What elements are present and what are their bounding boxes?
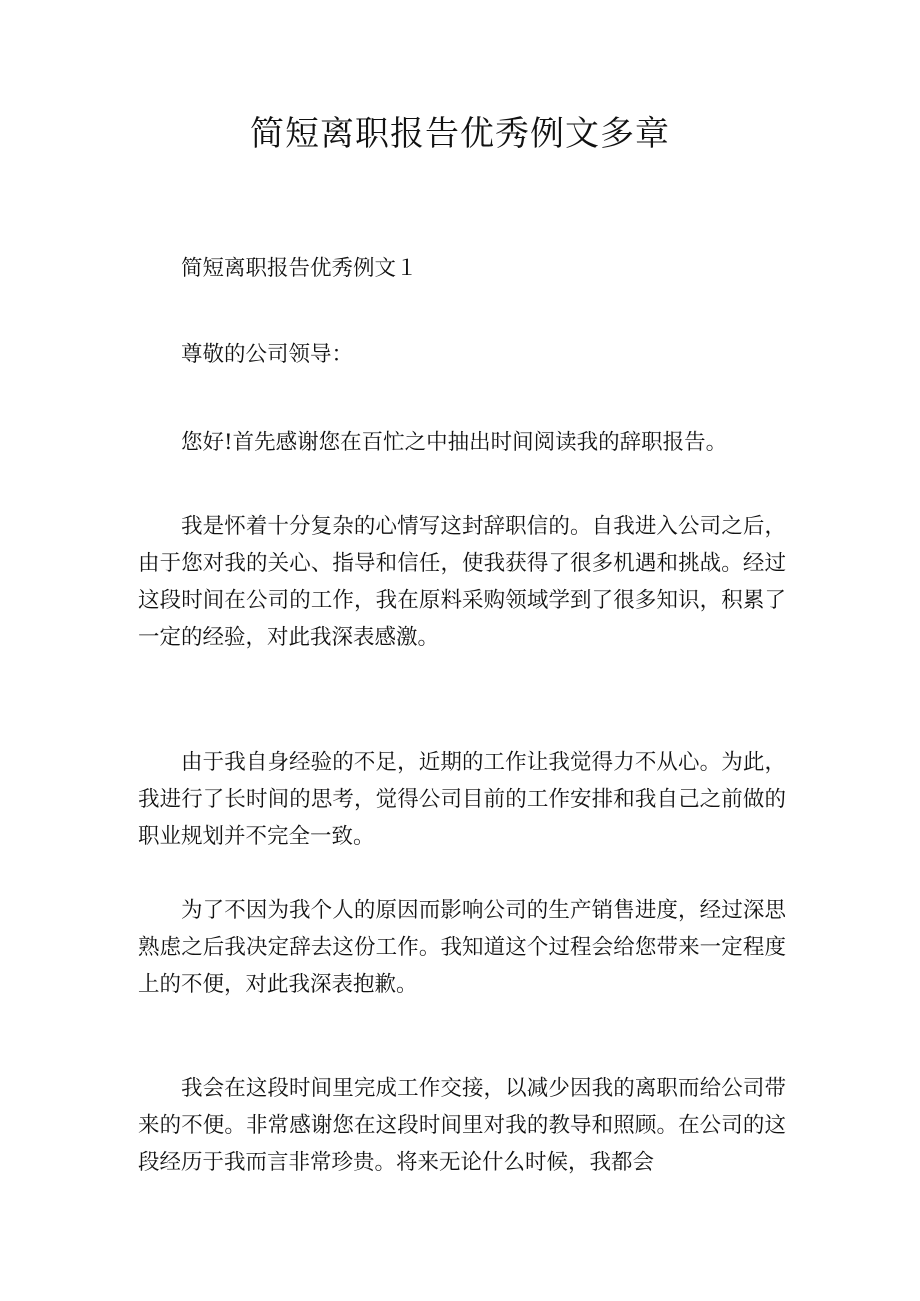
- salutation: 尊敬的公司领导：: [181, 342, 354, 367]
- example-heading: 简短离职报告优秀例文１: [181, 256, 418, 281]
- body-paragraph: 由于我自身经验的不足，近期的工作让我觉得力不从心。为此，我进行了长时间的思考，觉得公司目前的工作安排和我自己之前做的职业规划并不完全一致。: [138, 750, 786, 849]
- body-paragraph: 我是怀着十分复杂的心情写这封辞职信的。自我进入公司之后，由于您对我的关心、指导和信任，使我获得了很多机遇和挑战。经过这段时间在公司的工作，我在原料采购领域学到了很多知识，积累了一定的经验，对此我深表感激。: [138, 514, 786, 650]
- greeting-paragraph: 您好!首先感谢您在百忙之中抽出时间阅读我的辞职报告。: [181, 430, 728, 455]
- body-paragraph: 为了不因为我个人的原因而影响公司的生产销售进度，经过深思熟虑之后我决定辞去这份工作。我知道这个过程会给您带来一定程度上的不便，对此我深表抱歉。: [138, 898, 786, 997]
- document-title: 简短离职报告优秀例文多章: [250, 114, 670, 154]
- body-paragraph: 我会在这段时间里完成工作交接，以减少因我的离职而给公司带来的不便。非常感谢您在这段时间里对我的教导和照顾。在公司的这段经历于我而言非常珍贵。将来无论什么时候，我都会: [138, 1076, 786, 1175]
